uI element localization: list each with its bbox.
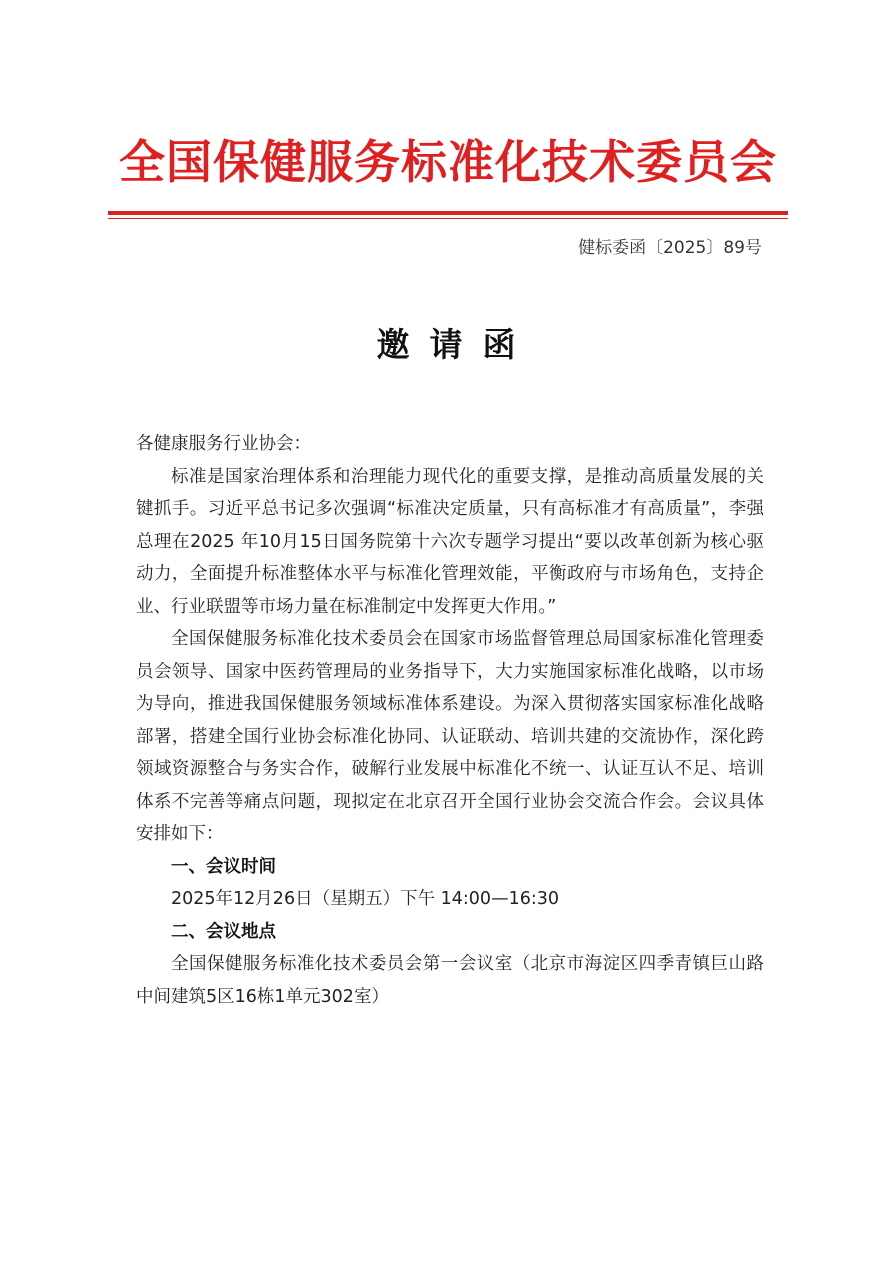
section-content-time: 2025年12月26日（星期五）下午 14:00—16:30: [171, 889, 559, 909]
document-number: 健标委函〔2025〕89号: [578, 238, 762, 258]
letterhead-org-name: 全国保健服务标准化技术委员会: [119, 135, 777, 189]
document-title: 邀请函: [376, 325, 536, 364]
salutation: 各健康服务行业协会：: [136, 434, 311, 454]
paragraph: 标准是国家治理体系和治理能力现代化的重要支撑，是推动高质量发展的关键抓手。习近平总书记多次强调“标准决定质量，只有高标准才有高质量”，李强总理在2025 年10月15日国务院第十六次专题学习提出“要以改革创新为核心驱动力，全面提升标准整体水平与标准化管理效能，平衡政府与市场角色，支持企业、行业联盟等市场力量在标准制定中发挥更大作用。”: [136, 466, 764, 617]
letter-body: [136, 428, 764, 1013]
letterhead-red-rule: [108, 211, 788, 215]
letterhead-red-rule-thin: [108, 218, 788, 219]
section-content-location: 全国保健服务标准化技术委员会第一会议室（北京市海淀区四季青镇巨山路中间建筑5区16栋1单元302室）: [136, 954, 764, 1007]
paragraph: 全国保健服务标准化技术委员会在国家市场监督管理总局国家标准化管理委员会领导、国家中医药管理局的业务指导下，大力实施国家标准化战略，以市场为导向，推进我国保健服务领域标准体系建设。为深入贯彻落实国家标准化战略部署，搭建全国行业协会标准化协同、认证联动、培训共建的交流协作，深化跨领域资源整合与务实合作，破解行业发展中标准化不统一、认证互认不足、培训体系不完善等痛点问题，现拟定在北京召开全国行业协会交流合作会。会议具体安排如下：: [136, 629, 764, 844]
section-heading-location: 二、会议地点: [171, 921, 276, 942]
section-heading-time: 一、会议时间: [171, 856, 276, 877]
